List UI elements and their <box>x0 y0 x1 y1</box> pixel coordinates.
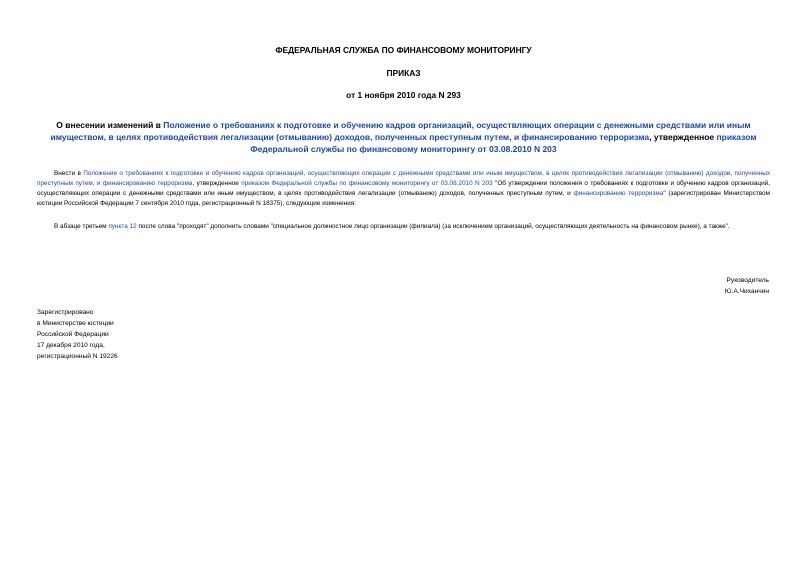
para1-regulation-link[interactable]: Положение о требованиях к подготовке и обучению кадров организаций, осуществляющих операции с денежными средствами или иным имуществом, в целях противодействия легализации (отмыванию) доходов, полученных преступным путем, и финансированию терроризма <box>37 170 771 187</box>
para2-suffix: после слова "проходят" дополнить словами "специальное должностное лицо организации (филиала) (за исключением организаций, осуществляющих деятельность на финансовом рынке), а также". <box>136 223 730 230</box>
para1-mid1: , утвержденное <box>192 180 242 187</box>
para1-prefix: Внести в <box>54 170 84 177</box>
document-subject <box>37 119 770 155</box>
subject-prefix: О внесении изменений в <box>56 120 164 130</box>
regulation-link[interactable]: Положение о требованиях к подготовке и обучению кадров организаций, осуществляющих операции с денежными средствами или иным имуществом, в целях противодействия легализации (отмыванию) доходов, полученных преступным путем, и финансированию терроризма <box>50 120 751 142</box>
registration-block <box>37 307 118 362</box>
para1-terrorism-link[interactable]: финансированию терроризма <box>573 190 664 197</box>
para1-suffix: " (зарегистрирован Министерством юстиции Российской Федерации 7 сентября 2010 года, регистрационный N 18375), следующие изменения: <box>37 190 770 207</box>
para1-order-link[interactable]: приказом Федеральной службы по финансовому мониторингу от 03.08.2010 N 203 <box>241 180 493 187</box>
body-paragraph-1 <box>37 169 770 209</box>
signatory-name: Ю.А.Чиханчин <box>724 288 769 295</box>
order-link[interactable]: приказом Федеральной службы по финансовому мониторингу от 03.08.2010 N 203 <box>250 132 757 154</box>
signatory-title: Руководитель <box>726 277 769 284</box>
agency-name: ФЕДЕРАЛЬНАЯ СЛУЖБА ПО ФИНАНСОВОМУ МОНИТОРИНГУ <box>275 45 532 55</box>
registration-line-5: регистрационный N 19226 <box>37 353 118 360</box>
registration-line-2: в Министерстве юстиции <box>37 320 114 327</box>
subject-middle: , утвержденное <box>649 132 717 142</box>
registration-line-4: 17 декабря 2010 года, <box>37 342 105 349</box>
registration-line-1: Зарегистрировано <box>37 309 94 316</box>
para1-mid2: "Об утверждении положения о требованиях к подготовке и обучению кадров организаций, осуществляющих операции с денежными средствами или иным имуществом, в целях противодействия легализации (отмыванию) доходов, полученных преступным путем, и <box>37 180 771 197</box>
clause-12-link[interactable]: пункта 12 <box>108 223 137 230</box>
para2-prefix: В абзаце третьем <box>54 223 109 230</box>
signature-block <box>725 275 769 297</box>
document-date-number: от 1 ноября 2010 года N 293 <box>346 90 461 100</box>
document-type: ПРИКАЗ <box>386 68 421 78</box>
body-paragraph-2 <box>37 222 770 232</box>
registration-line-3: Российской Федерации <box>37 331 109 338</box>
